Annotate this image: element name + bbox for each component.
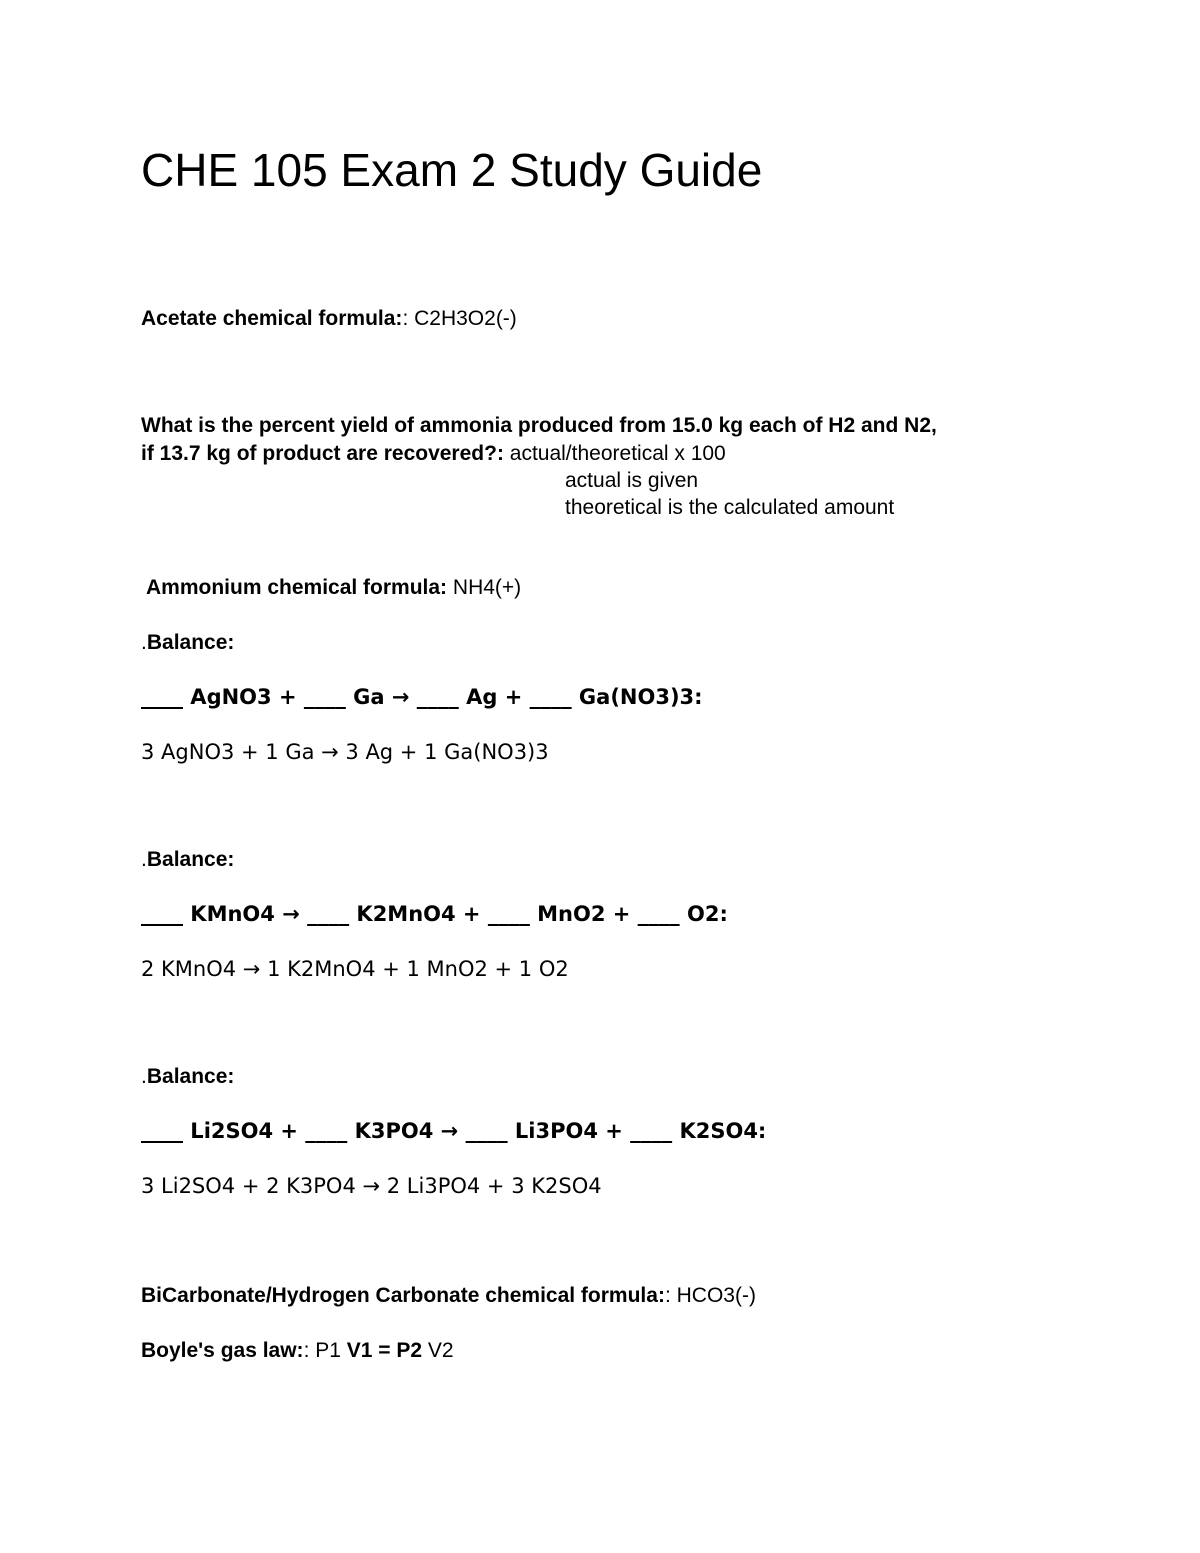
- balance3-question: ____ Li2SO4 + ____ K3PO4 → ____ Li3PO4 + ____ K2SO4:: [141, 1119, 767, 1143]
- acetate-sep: :: [402, 307, 409, 330]
- boyle-v1-p2: V1 = P2: [346, 1339, 423, 1362]
- boyle-label: Boyle's gas law:: [141, 1339, 304, 1362]
- balance2-question: ____ KMnO4 → ____ K2MnO4 + ____ MnO2 + ____ O2:: [141, 902, 728, 926]
- balance3-heading: [141, 1063, 234, 1091]
- balance2-heading: [141, 846, 234, 874]
- page-title: CHE 105 Exam 2 Study Guide: [141, 144, 763, 196]
- balance2-prefix: .: [141, 848, 147, 871]
- balance2-label: Balance:: [146, 848, 235, 871]
- boyle-p1: P1: [309, 1339, 347, 1362]
- ammonium-label: Ammonium chemical formula:: [146, 576, 448, 599]
- percent-yield-question-line2: if 13.7 kg of product are recovered?:: [141, 442, 504, 465]
- ammonium-item: [146, 574, 521, 602]
- boyle-v2: V2: [422, 1339, 454, 1362]
- balance1-label: Balance:: [146, 631, 235, 654]
- percent-yield-question-line1: What is the percent yield of ammonia produced from 15.0 kg each of H2 and N2,: [141, 414, 937, 437]
- percent-yield-answer-line3: theoretical is the calculated amount: [565, 496, 895, 519]
- bicarbonate-item: [141, 1282, 756, 1310]
- balance1-answer: 3 AgNO3 + 1 Ga → 3 Ag + 1 Ga(NO3)3: [141, 740, 549, 764]
- ammonium-answer: NH4(+): [447, 576, 522, 599]
- balance3-label: Balance:: [146, 1065, 235, 1088]
- balance2-answer: 2 KMnO4 → 1 K2MnO4 + 1 MnO2 + 1 O2: [141, 957, 569, 981]
- balance3-answer: 3 Li2SO4 + 2 K3PO4 → 2 Li3PO4 + 3 K2SO4: [141, 1174, 602, 1198]
- percent-yield-answer-line2: actual is given: [565, 469, 699, 492]
- acetate-label: Acetate chemical formula:: [141, 307, 403, 330]
- percent-yield-answer-line1: actual/theoretical x 100: [503, 442, 726, 465]
- acetate-answer: C2H3O2(-): [408, 307, 517, 330]
- balance3-prefix: .: [141, 1065, 147, 1088]
- boyle-sep: :: [303, 1339, 310, 1362]
- balance1-prefix: .: [141, 631, 147, 654]
- boyle-item: [141, 1337, 454, 1365]
- balance1-heading: [141, 629, 234, 657]
- balance1-question: ____ AgNO3 + ____ Ga → ____ Ag + ____ Ga(NO3)3:: [141, 685, 703, 709]
- bicarbonate-answer: HCO3(-): [670, 1284, 756, 1307]
- bicarbonate-sep: :: [664, 1284, 671, 1307]
- acetate-item: [141, 305, 517, 333]
- bicarbonate-label: BiCarbonate/Hydrogen Carbonate chemical formula:: [141, 1284, 665, 1307]
- percent-yield-line2: [141, 440, 726, 468]
